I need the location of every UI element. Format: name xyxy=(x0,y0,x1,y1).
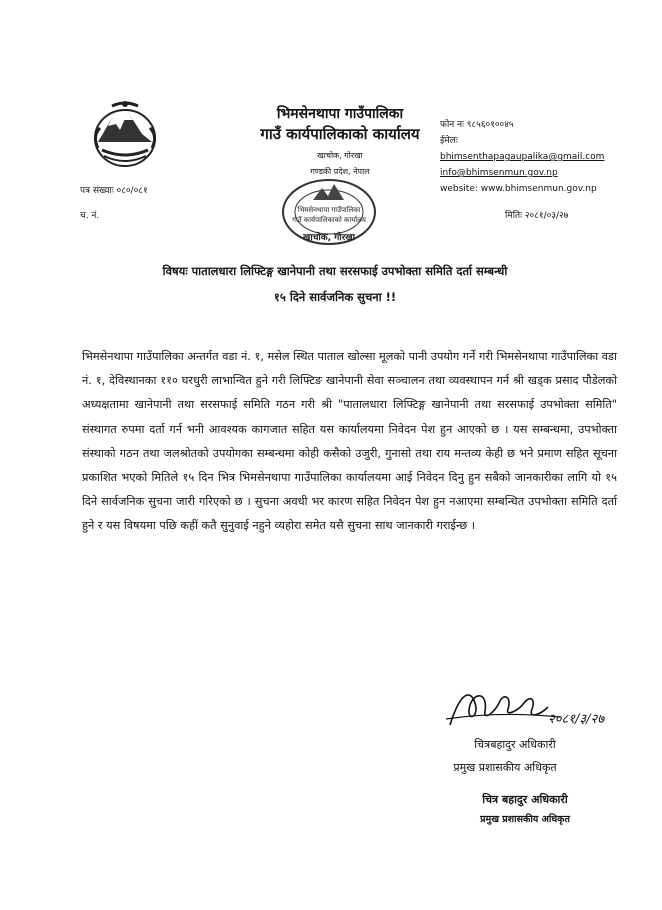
signature-date: २०८१/३/२७ xyxy=(548,712,605,727)
signatory-title: प्रमुख प्रशासकीय अधिकृत xyxy=(453,761,557,774)
office-address: खाचोक, गोरखा xyxy=(317,151,363,160)
email-link-secondary[interactable]: info@bhimsenmun.gov.np xyxy=(440,168,558,178)
handwritten-signature xyxy=(440,683,630,733)
stamp-middle-text: गाउँ कार्यपालिकाको कार्यालय xyxy=(292,216,366,224)
office-stamp xyxy=(268,170,390,250)
email-label: ईमेलः xyxy=(440,136,458,146)
notice-subject xyxy=(40,258,630,310)
nepal-emblem-icon xyxy=(90,98,160,170)
website-link[interactable]: website: www.bhimsenmun.gov.np xyxy=(440,184,597,194)
signatory-name: चित्रबहादुर अधिकारी xyxy=(474,738,556,751)
email-link-primary[interactable]: bhimsenthapagaupalika@gmail.com xyxy=(440,152,605,162)
letter-number: पत्र संख्याः ०८०/०८१ xyxy=(80,186,148,196)
letter-date: मितिः २०८१/०३/२७ xyxy=(505,211,569,221)
dispatch-number: च. नं. xyxy=(80,211,100,221)
subject-line-1: विषयः पातालधारा लिफ्टिङ्ग खानेपानी तथा सरसफाई उपभोक्ता समिति दर्ता सम्बन्धी xyxy=(162,264,508,278)
phone-number: फोन नः ९८५६०१००४५ xyxy=(440,120,514,130)
body-paragraph: भिमसेनथापा गाउँपालिका अन्तर्गत वडा नं. १, मसेल स्थित पाताल खोल्सा मूलको पानी उपयोग गर्ने गरी भिमसेनथापा गाउँपालिका वडा नं. १, देविस्थानका ११० घरधुरी लाभान्वित हुने गरी लिफ्टिङ खानेपानी सेवा सञ्चालन तथा व्यवस्थापन गर्न श्री खड्क प्रसाद पौडेलको अध्यक्षतामा खानेपानी तथा सरसफाई समिति गठन गरी श्री "पातालधारा लिफ्टिङ्ग खानेपानी तथा सरसफाई उपभोक्ता समिति" संस्थागत रुपमा दर्ता गर्न भनी आवश्यक कागजात सहित यस कार्यालयमा निवेदन पेश हुन आएको छ । यस सम्बन्धमा, उपभोक्ता संस्थाको गठन तथा जलश्रोतको उपयोगका सम्बन्धमा कोही कसैको उजुरी, गुनासो तथा राय मन्तव्य केही छ भने प्रमाण सहित सूचना प्रकाशित भएको मितिले १५ दिन भित्र भिमसेनथापा गाउँपालिका कार्यालयमा आई निवेदन दिनु हुन सबैको जानकारीका लागि यो १५ दिने सार्वजनिक सुचना जारी गरिएको छ । सुचना अवधी भर कारण सहित निवेदन पेश हुन नआएमा सम्बन्धित उपभोक्ता समिति दर्ता हुने र यस विषयमा पछि कहीं कतै सुनुवाई नहुने व्यहोरा समेत यसै सुचना साथ जानकारी गराईन्छ । xyxy=(82,350,617,533)
office-subtitle: गाउँ कार्यपालिकाको कार्यालय xyxy=(260,125,420,143)
subject-line-2: १५ दिने सार्वजनिक सुचना !! xyxy=(273,290,397,304)
signatory-stamp-title: प्रमुख प्रशासकीय अधिकृत xyxy=(480,814,570,825)
office-name: भिमसेनथापा गाउँपालिका xyxy=(276,106,404,122)
stamp-bottom-text: खाचोक, गोरखा xyxy=(303,233,355,243)
notice-body xyxy=(82,345,617,539)
signatory-stamp-name: चित्र बहादुर अधिकारी xyxy=(482,793,568,806)
stamp-top-text: भिमसेनथापा गाउँपालिका xyxy=(297,206,361,214)
office-district: गण्डकी प्रदेश, नेपाल xyxy=(310,167,370,176)
contact-block xyxy=(440,117,655,197)
